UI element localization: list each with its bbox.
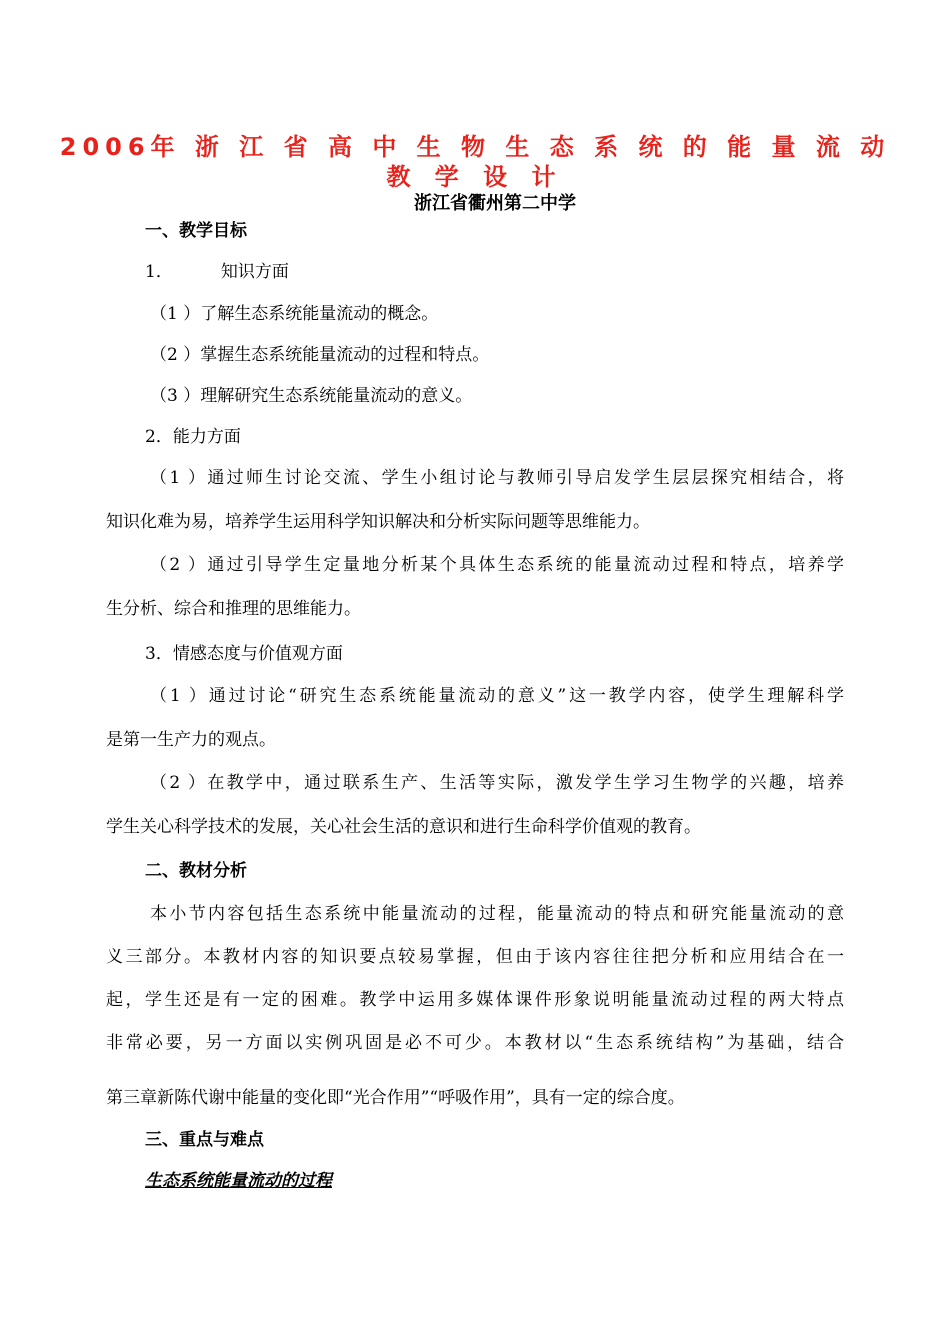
sub3-heading: 3．情感态度与价值观方面	[145, 644, 343, 664]
section2-heading: 二、教材分析	[145, 861, 247, 881]
document-title-line2: 教 学 设 计	[386, 163, 564, 191]
section2-line3: 起，学生还是有一定的困难。教学中运用多媒体课件形象说明能量流动过程的两大特点	[106, 990, 844, 1010]
sub1-heading	[145, 260, 289, 284]
sub2-heading: 2．能力方面	[145, 427, 241, 447]
sub1-item3: （3 ）理解研究生态系统能量流动的意义。	[150, 386, 473, 406]
sub1-item1: （1 ）了解生态系统能量流动的概念。	[150, 304, 439, 324]
sub1-label: 知识方面	[220, 262, 289, 282]
school-name: 浙江省衢州第二中学	[414, 193, 576, 214]
sub1-number: 1．	[145, 262, 173, 282]
sub3-item1-line1: （1 ）通过讨论“研究生态系统能量流动的意义”这一教学内容，使学生理解科学	[150, 686, 844, 706]
key-point-heading: 生态系统能量流动的过程	[145, 1171, 332, 1191]
section2-line1: 本小节内容包括生态系统中能量流动的过程，能量流动的特点和研究能量流动的意	[150, 904, 844, 924]
section2-line2: 义三部分。本教材内容的知识要点较易掌握，但由于该内容往往把分析和应用结合在一	[106, 947, 844, 967]
section3-heading: 三、重点与难点	[145, 1130, 264, 1150]
sub2-item2-line2: 生分析、综合和推理的思维能力。	[106, 599, 361, 619]
sub2-item2-line1: （2 ）通过引导学生定量地分析某个具体生态系统的能量流动过程和特点，培养学	[150, 555, 844, 575]
document-title-line1: 2006年 浙 江 省 高 中 生 物 生 态 系 统 的 能 量 流 动	[59, 133, 891, 161]
sub3-item2-line1: （2 ）在教学中，通过联系生产、生活等实际，激发学生学习生物学的兴趣，培养	[150, 773, 844, 793]
section1-heading: 一、教学目标	[145, 221, 247, 241]
sub2-item1-line1: （1 ）通过师生讨论交流、学生小组讨论与教师引导启发学生层层探究相结合，将	[150, 468, 844, 488]
sub1-item2: （2 ）掌握生态系统能量流动的过程和特点。	[150, 345, 490, 365]
sub3-item2-line2: 学生关心科学技术的发展，关心社会生活的意识和进行生命科学价值观的教育。	[106, 817, 701, 837]
section2-line4: 非常必要，另一方面以实例巩固是必不可少。本教材以“生态系统结构”为基础，结合	[106, 1033, 844, 1053]
section2-line5: 第三章新陈代谢中能量的变化即“光合作用”“呼吸作用”，具有一定的综合度。	[106, 1088, 685, 1108]
sub2-item1-line2: 知识化难为易，培养学生运用科学知识解决和分析实际问题等思维能力。	[106, 512, 650, 532]
sub3-item1-line2: 是第一生产力的观点。	[106, 730, 276, 750]
